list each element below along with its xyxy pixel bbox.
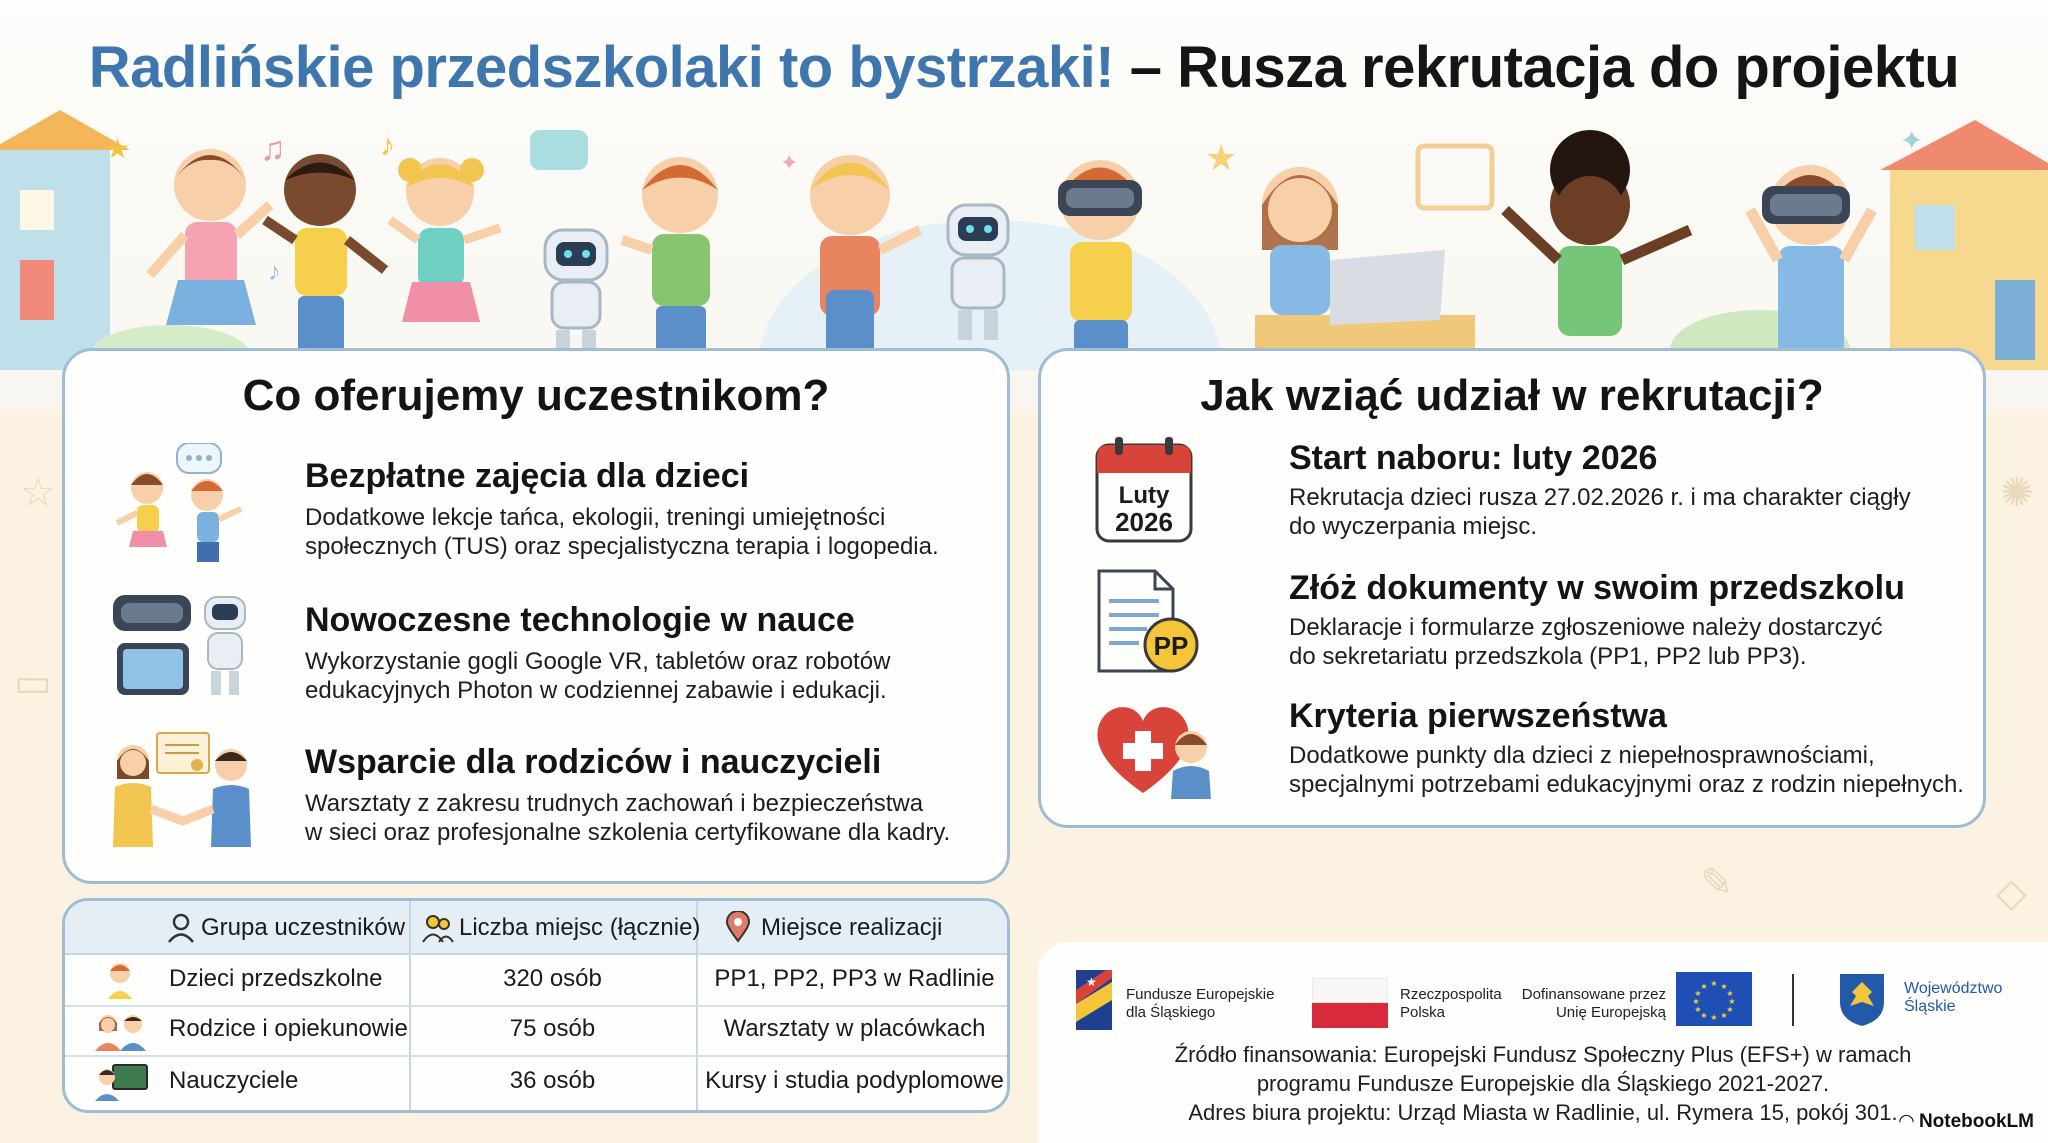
logo-silesia-line: Śląskie [1904,998,1956,1015]
recruit-item-start [1093,437,1973,557]
music-note-icon: ♪ [380,129,395,162]
offer-item-line: Dodatkowe lekcje tańca, ekologii, treningi umiejętności [305,504,886,531]
person-icon [167,913,195,950]
notebooklm-icon: ◠ [1899,1111,1919,1132]
table-row-cell: 320 osób [503,965,602,992]
table-row-cell: Dzieci przedszkolne [169,965,383,992]
svg-text:★: ★ [1726,1005,1734,1014]
svg-text:★: ★ [1726,989,1734,998]
chat-bubble-icon [530,130,588,170]
offer-item-line: w sieci oraz profesjonalne szkolenia certyfikowane dla kadry. [305,819,951,846]
recruit-item-title: Kryteria pierwszeństwa [1289,697,1667,735]
eu-flag-icon [1676,972,1752,1031]
offer-item-title: Nowoczesne technologie w nauce [305,601,855,639]
offer-panel [62,348,1010,884]
child-dancing-2 [265,154,385,356]
offer-item-title: Bezpłatne zajęcia dla dzieci [305,457,750,495]
logo-eu-text [1510,986,1666,1022]
notebooklm-watermark [1899,1110,2034,1133]
table-header-group: Grupa uczestników [201,914,406,941]
star-doodle-icon: ☆ [20,471,56,515]
paint-doodle-icon: ✎ [1700,861,1734,905]
table-header-location: Miejsce realizacji [761,914,943,941]
music-note-icon: ♫ [260,130,286,168]
recruit-item-title: Start naboru: luty 2026 [1289,439,1658,477]
logo-separator [1792,974,1794,1026]
calendar-icon [1093,437,1197,550]
table-row-cell: 75 osób [509,1015,596,1042]
svg-text:★: ★ [1694,1005,1702,1014]
silesia-crest-icon [1838,972,1886,1033]
notebooklm-label: NotebookLM [1918,1111,2034,1132]
people-icon [421,913,455,950]
recruit-item-line: specjalnymi potrzebami edukacyjnymi oraz z rodzin niepełnych. [1289,771,1964,798]
recruit-item-line: do sekretariatu przedszkola (PP1, PP2 lub PP3). [1289,643,1807,670]
recruit-item-line: Dodatkowe punkty dla dzieci z niepełnosprawnościami, [1289,742,1875,769]
atom-doodle-icon: ✺ [2000,471,2034,515]
polish-flag-icon [1312,978,1388,1033]
svg-text:★: ★ [1700,1011,1708,1020]
recruit-item-title: Złóż dokumenty w swoim przedszkolu [1289,569,1905,607]
child-waving [622,157,718,356]
fundusze-europejskie-logo [1076,970,1112,1035]
logo-silesia-text [1904,980,2002,1016]
logo-rp-text [1400,986,1502,1022]
parents-row-icon [91,1011,151,1058]
star-icon: ★ [1205,137,1238,178]
title-highlight: Radlińskie przedszkolaki to bystrzaki! [88,35,1115,100]
svg-text:★: ★ [1700,982,1708,991]
svg-text:★: ★ [1086,975,1097,989]
star-icon: ★ [105,133,131,164]
table-header-seats: Liczba miejsc (łącznie) [459,914,701,941]
right-house-icon [1880,120,2048,370]
offer-item-technology [109,587,989,717]
recruit-item-documents [1093,567,1973,687]
svg-text:★: ★ [1710,1013,1718,1022]
calendar-year: 2026 [1115,507,1173,537]
offer-item-line: edukacyjnych Photon w codziennej zabawie i edukacji. [305,677,887,704]
svg-text:★: ★ [1692,997,1700,1006]
svg-text:★: ★ [1710,979,1718,988]
title-rest: – Rusza rekrutacja do projektu [1129,35,1960,100]
child-row-icon [103,959,137,1006]
table-divider [65,1005,1010,1007]
participants-table [62,898,1010,1113]
logo-eu-line: Dofinansowane przez [1521,986,1666,1003]
offer-item-line: Warsztaty z zakresu trudnych zachowań i bezpieczeństwa [305,790,924,817]
recruitment-panel [1038,348,1986,828]
location-pin-icon [725,911,751,950]
child-dancing-3 [390,158,500,322]
document-badge: PP [1153,631,1189,661]
recruit-item-priority [1093,695,1973,815]
svg-text:★: ★ [1720,982,1728,991]
offer-item-support [109,729,989,859]
offer-item-title: Wsparcie dla rodziców i nauczycieli [305,743,882,781]
table-row-cell: Nauczyciele [169,1067,299,1094]
music-note-icon: ♪ [268,256,281,286]
child-cheering [1505,130,1690,336]
funding-source-text [1038,1040,2048,1127]
child-dancing-1 [150,149,270,325]
vr-tablet-robot-icon [109,587,249,712]
funding-line: Adres biura projektu: Urząd Miasta w Radlinie, ul. Rymera 15, pokój 301. [1188,1100,1898,1125]
offer-item-line: Wykorzystanie gogli Google VR, tabletów oraz robotów [305,648,891,675]
cube-doodle-icon: ◇ [1996,871,2027,915]
logo-rp-line: Polska [1400,1004,1446,1021]
recruitment-heading: Jak wziąć udział w rekrutacji? [1200,371,1824,420]
teacher-row-icon [93,1061,149,1108]
funding-line: Źródło finansowania: Europejski Fundusz Społeczny Plus (EFS+) w ramach [1174,1042,1912,1067]
dancing-children-icon [109,443,249,578]
robot-icon [545,230,607,356]
picture-frame-icon [1418,146,1492,208]
svg-text:★: ★ [1720,1011,1728,1020]
table-row-cell: 36 osób [509,1067,596,1094]
offer-heading: Co oferujemy uczestnikom? [242,371,830,420]
handshake-certificate-icon [109,729,259,854]
document-icon [1093,567,1203,682]
funding-box [1038,942,2048,1143]
table-row-cell: Rodzice i opiekunowie [169,1015,408,1042]
funding-line: programu Fundusze Europejskie dla Śląskiego 2021-2027. [1256,1071,1830,1096]
sparkle-icon: ✦ [1900,125,1924,156]
sparkle-icon: ✦ [780,150,799,175]
book-doodle-icon: ▭ [14,661,52,705]
hero-illustration [0,110,2048,370]
calendar-month: Luty [1118,482,1170,509]
table-divider [65,1055,1010,1057]
recruit-item-line: do wyczerpania miejsc. [1289,513,1538,540]
recruit-item-line: Deklaracje i formularze zgłoszeniowe należy dostarczyć [1289,614,1883,641]
svg-text:★: ★ [1694,989,1702,998]
offer-item-line: społecznych (TUS) oraz specjalistyczna terapia i logopedia. [305,533,939,560]
page-title [0,34,2048,101]
logo-fe-text [1126,986,1274,1022]
table-row-cell: Kursy i studia podyplomowe [705,1067,1004,1094]
table-row-cell: PP1, PP2, PP3 w Radlinie [714,965,995,992]
svg-text:★: ★ [1728,997,1736,1006]
heart-child-icon [1093,695,1223,810]
child-laptop [1255,167,1475,360]
logo-fe-line: dla Śląskiego [1126,1004,1216,1021]
offer-item-free-classes [109,443,989,573]
logo-silesia-line: Województwo [1904,980,2003,997]
table-row-cell: Warsztaty w placówkach [723,1015,986,1042]
logo-fe-line: Fundusze Europejskie [1126,986,1275,1003]
recruit-item-line: Rekrutacja dzieci rusza 27.02.2026 r. i ma charakter ciągły [1289,484,1911,511]
logo-eu-line: Unię Europejską [1555,1004,1666,1021]
logo-rp-line: Rzeczpospolita [1400,986,1502,1003]
